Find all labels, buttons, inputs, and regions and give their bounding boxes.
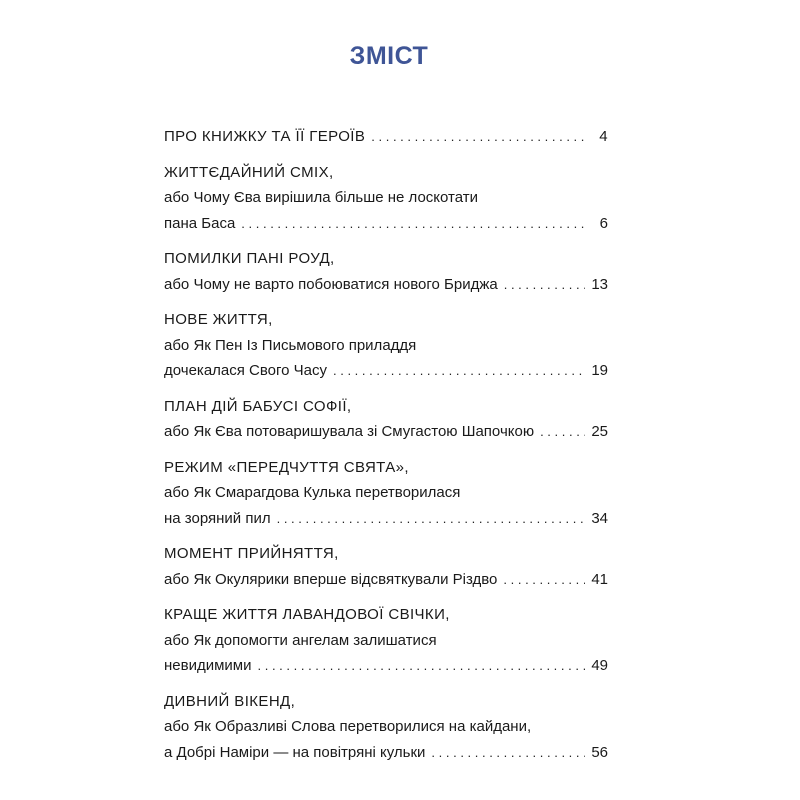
chapter-subtitle: пана Баса	[164, 214, 236, 232]
toc-entry-subtitle-line	[164, 211, 608, 237]
page-number: 4	[599, 128, 608, 145]
dot-leader	[503, 567, 585, 593]
toc-entry[interactable]	[164, 246, 608, 297]
toc-entry-subtitle-line	[164, 272, 608, 298]
toc-entry-heading-line	[164, 394, 608, 420]
chapter-subtitle: або Як Єва потоваришувала зі Смугастою Шапочкою	[164, 423, 535, 440]
page-number: 25	[591, 423, 608, 440]
toc-entry[interactable]	[164, 160, 608, 237]
chapter-title: КРАЩЕ ЖИТТЯ ЛАВАНДОВОЇ СВІЧКИ,	[164, 606, 450, 623]
toc-entry[interactable]	[164, 307, 608, 384]
chapter-subtitle: невидимими	[164, 657, 252, 674]
chapter-title: ПЛАН ДІЙ БАБУСІ СОФІЇ,	[164, 397, 352, 415]
toc-entry-heading-line	[164, 602, 608, 628]
chapter-subtitle: на зоряний пил	[164, 509, 271, 527]
toc-entry-subtitle-line	[164, 358, 608, 384]
toc-entry[interactable]	[164, 541, 608, 592]
chapter-title: МОМЕНТ ПРИЙНЯТТЯ,	[164, 545, 339, 562]
toc-entry-subtitle-line	[164, 480, 608, 506]
chapter-subtitle: дочекалася Свого Часу	[164, 362, 328, 379]
chapter-title: НОВЕ ЖИТТЯ,	[164, 311, 273, 328]
toc-entry[interactable]	[164, 394, 608, 445]
chapter-title: ЖИТТЄДАЙНИЙ СМІХ,	[164, 163, 334, 181]
toc-entry-subtitle-line	[164, 506, 608, 532]
toc-entry-subtitle-line	[164, 740, 608, 766]
page-number: 13	[591, 275, 608, 293]
chapter-subtitle: або Як допомогти ангелам залишатися	[164, 631, 437, 649]
dot-leader	[540, 419, 585, 445]
toc-entry-subtitle-line	[164, 333, 608, 359]
toc-entry-heading-line	[164, 689, 608, 715]
page-number: 56	[591, 743, 608, 761]
toc-entry-heading-line	[164, 541, 608, 567]
toc-entry-subtitle-line	[164, 185, 608, 211]
chapter-title: ПРО КНИЖКУ ТА ЇЇ ГЕРОЇВ	[164, 128, 366, 145]
toc-entry[interactable]	[164, 124, 608, 150]
toc-entry[interactable]	[164, 602, 608, 679]
chapter-title: ПОМИЛКИ ПАНІ РОУД,	[164, 250, 335, 267]
chapter-subtitle: або Чому Єва вирішила більше не лоскотати	[164, 189, 479, 206]
toc-entry-heading-line	[164, 160, 608, 186]
chapter-subtitle: або Чому не варто побоюватися нового Бриджа	[164, 275, 498, 293]
toc-entry[interactable]	[164, 455, 608, 532]
chapter-subtitle: або Як Образливі Слова перетворилися на кайдани,	[164, 718, 532, 735]
page-number: 19	[591, 362, 608, 379]
dot-leader	[504, 272, 586, 298]
toc-entry-heading-line	[164, 307, 608, 333]
dot-leader	[431, 740, 585, 766]
page-title: ЗМІСТ	[349, 42, 429, 70]
page-number: 49	[591, 657, 608, 674]
dot-leader	[241, 211, 586, 237]
dot-leader	[277, 506, 586, 532]
toc-entry-heading-line	[164, 246, 608, 272]
chapter-subtitle: або Як Смарагдова Кулька перетворилася	[164, 484, 461, 501]
toc-entry-subtitle-line	[164, 714, 608, 740]
chapter-title: ДИВНИЙ ВІКЕНД,	[164, 692, 296, 710]
toc-entry-heading-line	[164, 124, 608, 150]
toc-entry-subtitle-line	[164, 628, 608, 654]
page-number: 34	[591, 509, 608, 527]
table-of-contents	[164, 124, 608, 775]
dot-leader	[258, 653, 586, 679]
dot-leader	[333, 358, 585, 384]
page-number: 41	[591, 570, 608, 588]
chapter-subtitle: або Як Пен Із Письмового приладдя	[164, 336, 417, 354]
toc-entry-subtitle-line	[164, 419, 608, 445]
chapter-subtitle: а Добрі Наміри — на повітряні кульки	[164, 743, 426, 761]
toc-entry-heading-line	[164, 455, 608, 481]
dot-leader	[371, 124, 586, 150]
toc-entry[interactable]	[164, 689, 608, 766]
page-number: 6	[599, 214, 608, 232]
chapter-title: РЕЖИМ «ПЕРЕДЧУТТЯ СВЯТА»,	[164, 458, 409, 476]
chapter-subtitle: або Як Окулярики вперше відсвяткували Різдво	[164, 570, 498, 588]
toc-entry-subtitle-line	[164, 567, 608, 593]
toc-entry-subtitle-line	[164, 653, 608, 679]
